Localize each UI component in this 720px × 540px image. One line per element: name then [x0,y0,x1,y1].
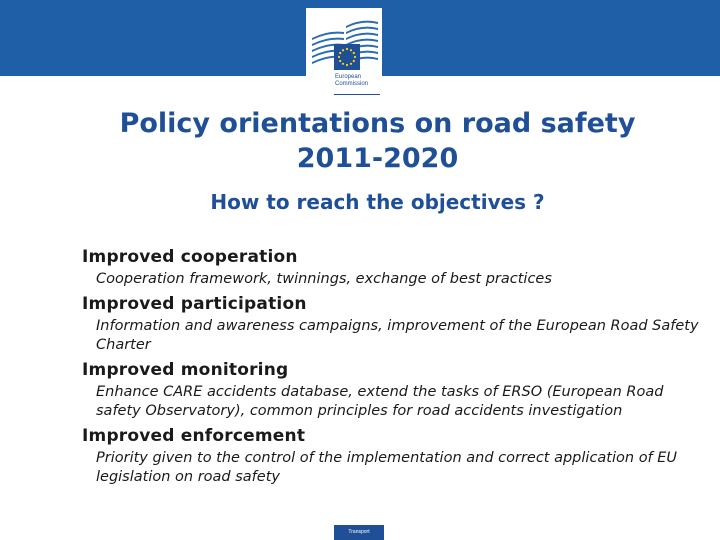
european-commission-logo [306,8,382,100]
footer-tag: Transport [334,525,384,540]
list-item [82,291,702,355]
item-body: Information and awareness campaigns, improvement of the European Road Safety Charter [96,318,699,353]
objectives-list [82,244,702,489]
item-body: Cooperation framework, twinnings, exchange of best practices [96,271,552,287]
item-heading: Improved monitoring [82,360,289,380]
title-line-1: Policy orientations on road safety [119,108,636,139]
item-heading: Improved cooperation [82,247,298,267]
item-body: Priority given to the control of the implementation and correct application of EU legislation on road safety [96,450,678,485]
list-item [82,423,702,487]
logo-line-1: European [335,74,362,80]
list-item [82,357,702,421]
item-heading: Improved participation [82,294,307,314]
page-subtitle: How to reach the objectives ? [210,190,545,214]
list-item [82,244,702,289]
title-line-2: 2011-2020 [296,143,459,174]
logo-line-2: Commission [335,81,369,87]
logo-text [335,74,381,88]
item-heading: Improved enforcement [82,426,306,446]
item-body: Enhance CARE accidents database, extend the tasks of ERSO (European Road safety Observatory), common principles for road accidents investigation [96,384,664,419]
page-title [40,106,715,176]
